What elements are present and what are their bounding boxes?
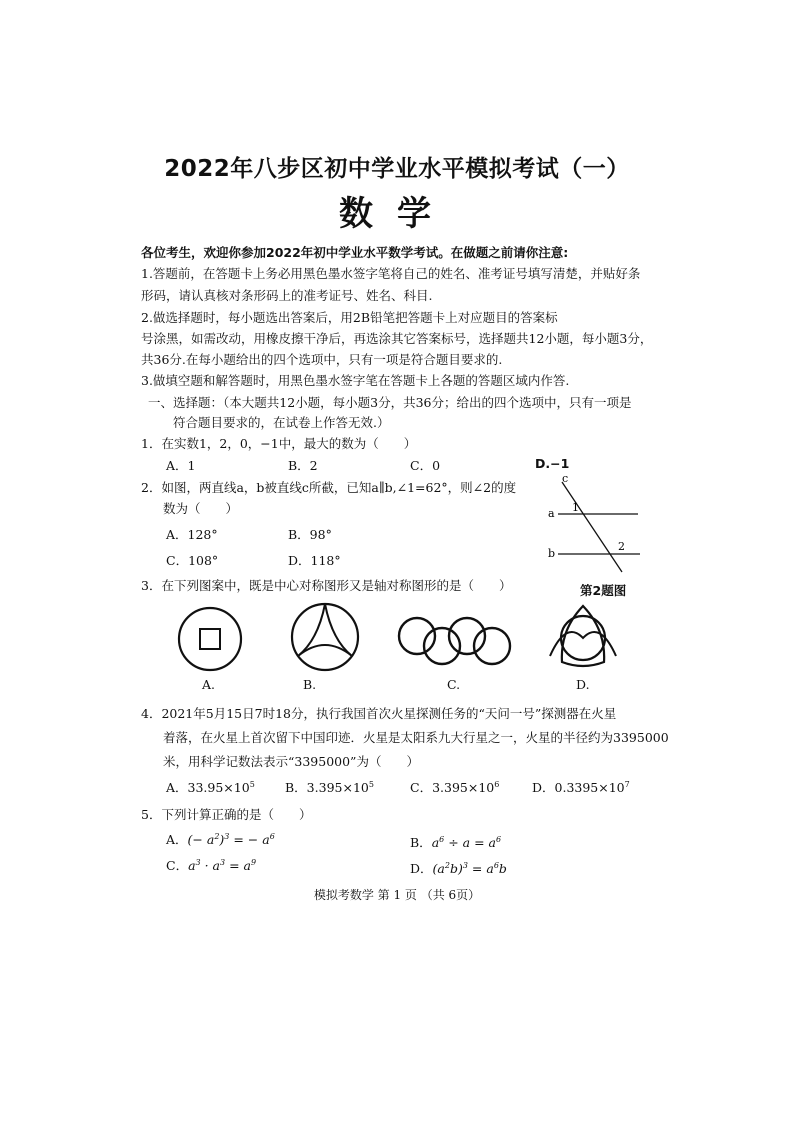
q5-stem: 5．下列计算正确的是（ ） <box>141 807 312 822</box>
q5-option-d: D．$(a^2b)^3 = a^6b$ <box>410 860 507 876</box>
q3-figure-c-rings <box>395 612 515 670</box>
q2-option-b: B．98° <box>288 527 332 542</box>
q5-option-a: A．(− $a^2)^3$ = − $a^6$ <box>166 831 275 847</box>
label-a: a <box>548 507 555 520</box>
q1-option-b: B．2 <box>288 458 318 473</box>
q2-parallel-lines-figure <box>540 472 650 582</box>
q4-option-a: A．$33.95\times 10^5$ <box>166 779 255 795</box>
q3-stem: 3．在下列图案中，既是中心对称图形又是轴对称图形的是（ ） <box>141 578 512 593</box>
page-footer: 模拟考数学 第 1 页 （共 6页） <box>313 888 481 902</box>
section-heading-2: 符合题目要求的，在试卷上作答无效.） <box>173 415 390 430</box>
label-b: b <box>548 547 556 560</box>
q2-stem: 2．如图，两直线a，b被直线c所截，已知a∥b,∠1=62°，则∠2的度 <box>141 480 517 495</box>
q1-stem: 1．在实数1，2，0，−1中，最大的数为（ ） <box>141 436 417 451</box>
q5-option-b: B．$a^6 \div a = a^6$ <box>410 834 502 850</box>
q4-option-c: C．$3.395\times 10^6$ <box>410 779 500 795</box>
q2-figure-caption: 第2题图 <box>580 583 627 598</box>
q3-option-c: C. <box>447 677 461 692</box>
q4-stem-2: 着落，在火星上首次留下中国印迹．火星是太阳系九大行星之一，火星的半径约为3395000 <box>163 730 669 745</box>
q3-option-d: D. <box>576 677 590 692</box>
notice-line-2a: 2.做选择题时，每小题选出答案后，用2B铅笔把答题卡上对应题目的答案标 <box>141 310 558 325</box>
section-heading: 一、选择题：（本大题共12小题，每小题3分，共36分；给出的四个选项中，只有一项是 <box>148 395 632 410</box>
q4-option-b: B．$3.395\times 10^5$ <box>285 779 374 795</box>
subject-title: 数学 <box>339 194 455 234</box>
notice-line-2c: 共36分.在每小题给出的四个选项中，只有一项是符合题目要求的. <box>141 352 503 367</box>
exam-title: 2022年八步区初中学业水平模拟考试（一） <box>164 156 630 182</box>
q1-option-d: D.−1 <box>535 456 570 471</box>
q3-figure-d-trefoil <box>546 600 620 674</box>
label-angle-1: 1 <box>572 501 579 514</box>
q1-option-c: C．0 <box>410 458 441 473</box>
q5-option-c: C．$a^3 \cdot a^3 = a^9$ <box>166 857 257 873</box>
notice-line-3: 3.做填空题和解答题时，用黑色墨水签字笔在答题卡上各题的答题区域内作答. <box>141 373 570 388</box>
notice-line-1b: 形码，请认真核对条形码上的准考证号、姓名、科目. <box>141 288 433 303</box>
q2-stem-2: 数为（ ） <box>163 501 239 516</box>
q3-figure-b-circle-arcs <box>288 600 362 674</box>
line-c <box>562 482 622 572</box>
q4-stem-1: 4．2021年5月15日7时18分，执行我国首次火星探测任务的“天问一号”探测器在火星 <box>141 706 617 721</box>
q4-option-d: D．$0.3395\times 10^7$ <box>532 779 630 795</box>
notice-line-2b: 号涂黑，如需改动，用橡皮擦干净后，再选涂其它答案标号，选择题共12小题，每小题3分， <box>141 331 653 346</box>
q2-option-d: D．118° <box>288 553 341 568</box>
q3-figure-a-circle-square <box>175 604 245 674</box>
notice-line-1a: 1.答题前，在答题卡上务必用黑色墨水签字笔将自己的姓名、准考证号填写清楚，并贴好条 <box>141 266 641 281</box>
label-c: c <box>562 472 569 485</box>
q3-option-a: A. <box>202 677 216 692</box>
q3-option-b: B. <box>303 677 317 692</box>
q2-option-a: A．128° <box>166 527 218 542</box>
q4-stem-3: 米，用科学记数法表示“3395000”为（ ） <box>163 754 419 769</box>
q1-option-a: A．1 <box>166 458 196 473</box>
notice-intro: 各位考生，欢迎你参加2022年初中学业水平数学考试。在做题之前请你注意: <box>141 245 569 260</box>
label-angle-2: 2 <box>618 540 625 553</box>
q2-option-c: C．108° <box>166 553 219 568</box>
